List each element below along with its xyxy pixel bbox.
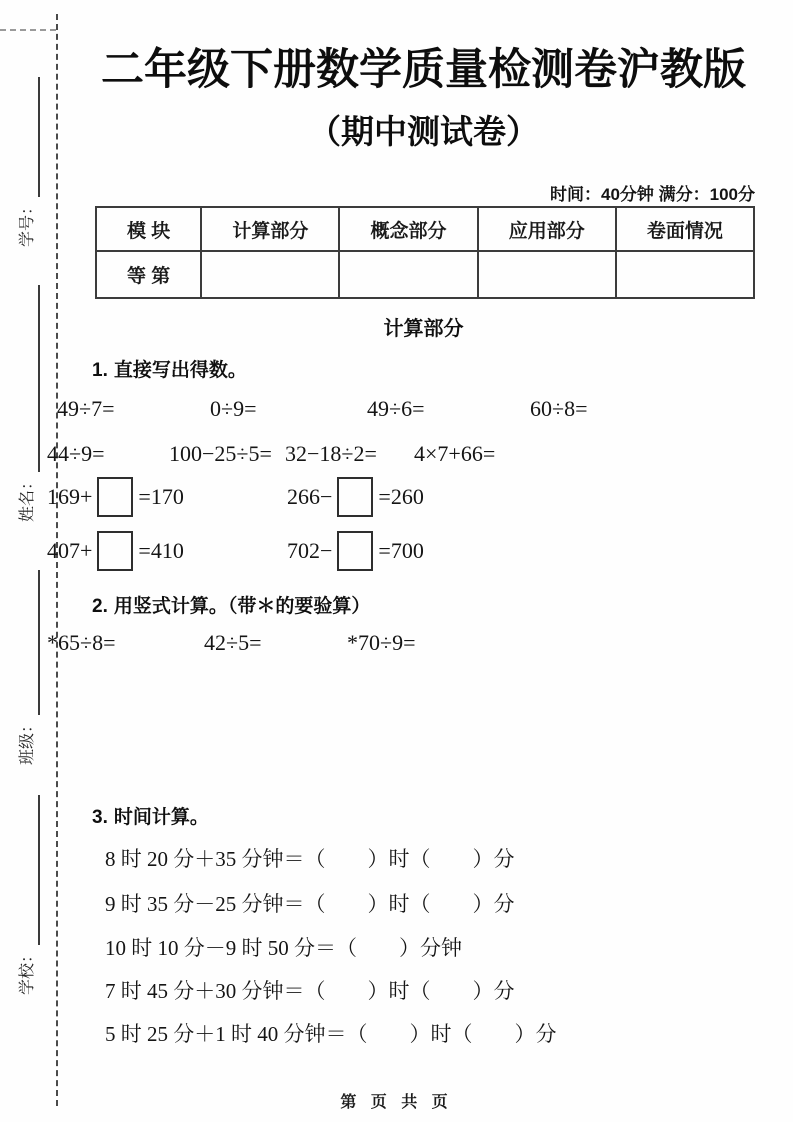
fill-equation: [47, 531, 287, 571]
page-footer: 第 页 共 页: [340, 1094, 453, 1111]
score-table-grade-label: 等 第: [96, 251, 201, 298]
question3-title: 时间计算。: [113, 807, 209, 828]
cut-line-horizontal: [0, 29, 56, 31]
class-label: 班级：: [19, 716, 36, 765]
score-table-header-application: 应用部分: [478, 207, 616, 251]
equation-right: =260: [378, 484, 424, 509]
question3-header: [92, 802, 209, 829]
page-title: 二年级下册数学质量检测卷沪教版: [101, 46, 746, 94]
score-table-header-calculation: 计算部分: [201, 207, 339, 251]
answer-box: [337, 531, 373, 571]
time-calculation-line: 10 时 10 分－9 时 50 分＝（ ）分钟: [105, 936, 462, 960]
equation-left: 169+: [47, 484, 93, 509]
score-table-grade-cell: [201, 251, 339, 298]
score-table-grade-cell: [478, 251, 616, 298]
school-blank-line: [37, 795, 40, 945]
score-table-header-module: 模 块: [96, 207, 201, 251]
school-field: [14, 795, 40, 995]
school-label: 学校：: [19, 946, 36, 995]
question1-number: 1.: [92, 360, 108, 381]
question1-equation-row-1: [0, 396, 793, 422]
equation: 49÷6=: [367, 396, 425, 421]
score-table-grade-cell: [616, 251, 754, 298]
equation: *65÷8=: [47, 630, 116, 655]
equation: 42÷5=: [204, 630, 262, 655]
score-table: [95, 206, 755, 299]
student-id-blank-line: [37, 77, 40, 197]
question2-equation-row: [0, 630, 793, 656]
equation: 49÷7=: [57, 396, 115, 421]
time-calculation-line: 8 时 20 分＋35 分钟＝（ ）时（ ）分: [105, 847, 515, 871]
student-id-label: 学号：: [19, 198, 36, 247]
equation: *70÷9=: [347, 630, 416, 655]
question1-fill-row-2: [0, 531, 793, 571]
equation-right: =700: [378, 538, 424, 563]
answer-box: [97, 477, 133, 517]
question1-title: 直接写出得数。: [113, 360, 247, 381]
score-table-header-presentation: 卷面情况: [616, 207, 754, 251]
equation-left: 702−: [287, 538, 333, 563]
score-table-grade-cell: [339, 251, 477, 298]
question1-fill-row-1: [0, 477, 793, 517]
equation: 4×7+66=: [414, 441, 496, 466]
page-subtitle: （期中测试卷）: [308, 113, 539, 150]
question2-header: [92, 591, 370, 618]
equation: 32−18÷2=: [285, 441, 377, 466]
question1-equation-row-2: [0, 441, 793, 467]
equation: 44÷9=: [47, 441, 105, 466]
student-id-field: [14, 77, 40, 247]
equation: 60÷8=: [530, 396, 588, 421]
time-score-info: 时间：40分钟 满分：100分: [550, 185, 755, 204]
class-field: [14, 570, 40, 765]
score-table-grade-row: [96, 251, 754, 298]
student-name-label: 姓名：: [19, 473, 36, 522]
equation-right: =410: [138, 538, 184, 563]
question1-header: [92, 355, 247, 382]
section-title: 计算部分: [383, 318, 464, 340]
time-calculation-line: 5 时 25 分＋1 时 40 分钟＝（ ）时（ ）分: [105, 1022, 557, 1046]
question3-number: 3.: [92, 807, 108, 828]
question2-title: 用竖式计算。（带＊的要验算）: [113, 596, 371, 617]
time-calculation-line: 7 时 45 分＋30 分钟＝（ ）时（ ）分: [105, 979, 515, 1003]
equation: 0÷9=: [210, 396, 257, 421]
fill-equation: [287, 531, 793, 571]
time-calculation-line: 9 时 35 分－25 分钟＝（ ）时（ ）分: [105, 892, 515, 916]
equation-left: 407+: [47, 538, 93, 563]
fill-equation: [47, 477, 287, 517]
equation-right: =170: [138, 484, 184, 509]
score-table-header-row: [96, 207, 754, 251]
answer-box: [337, 477, 373, 517]
fill-equation: [287, 477, 793, 517]
equation: 100−25÷5=: [169, 441, 272, 466]
answer-box: [97, 531, 133, 571]
score-table-header-concept: 概念部分: [339, 207, 477, 251]
question2-number: 2.: [92, 596, 108, 617]
equation-left: 266−: [287, 484, 333, 509]
